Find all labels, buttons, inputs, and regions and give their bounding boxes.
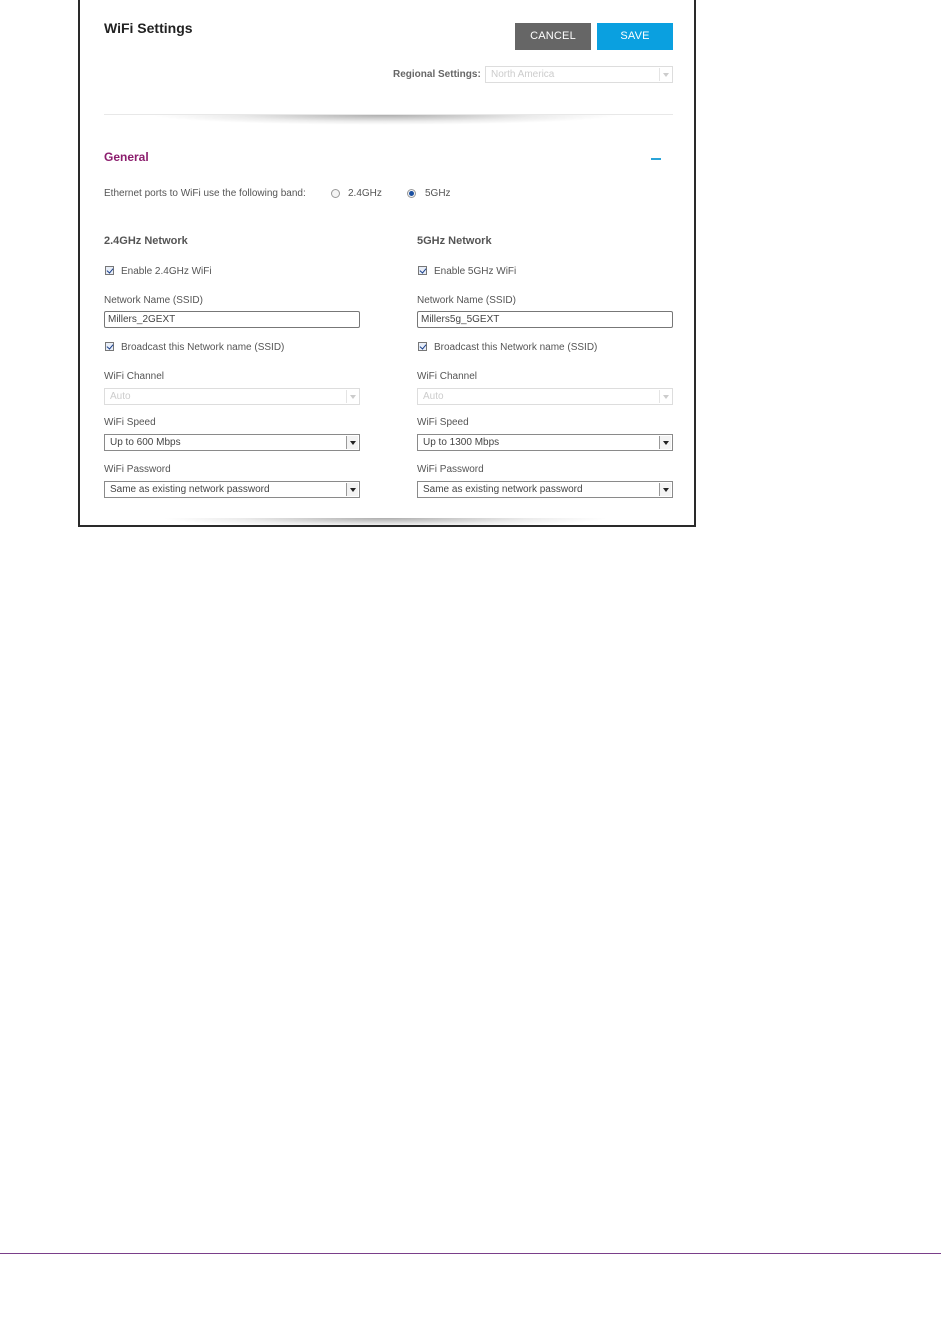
ssid-5-label: Network Name (SSID) (417, 295, 516, 306)
password-24-select[interactable] (104, 481, 360, 498)
speed-24-value: Up to 600 Mbps (110, 437, 181, 448)
enable-24-label: Enable 2.4GHz WiFi (121, 266, 212, 277)
speed-24-select[interactable] (104, 434, 360, 451)
wifi-settings-panel (78, 0, 696, 527)
password-5-value: Same as existing network password (423, 484, 583, 495)
page-rule (0, 1253, 941, 1254)
band-option-2-4ghz-label: 2.4GHz (348, 188, 382, 199)
cancel-button[interactable]: CANCEL (515, 23, 591, 50)
bottom-shadow (160, 518, 610, 528)
ssid-5-input[interactable] (417, 311, 673, 328)
password-24-label: WiFi Password (104, 464, 171, 475)
chevron-down-icon (659, 68, 671, 81)
regional-settings-select (485, 66, 673, 83)
chevron-down-icon (346, 436, 358, 449)
network-5-title: 5GHz Network (417, 235, 492, 247)
minus-icon[interactable] (651, 158, 661, 160)
channel-24-value: Auto (110, 391, 131, 402)
broadcast-5-label: Broadcast this Network name (SSID) (434, 342, 598, 353)
band-label: Ethernet ports to WiFi use the following band: (104, 188, 306, 199)
regional-settings-value: North America (491, 69, 555, 80)
chevron-down-icon (346, 483, 358, 496)
chevron-down-icon (346, 390, 358, 403)
broadcast-24-checkbox[interactable] (105, 342, 114, 351)
password-5-select[interactable] (417, 481, 673, 498)
section-title-general: General (104, 150, 149, 164)
band-radio-2-4ghz[interactable] (331, 189, 340, 198)
speed-5-select[interactable] (417, 434, 673, 451)
ssid-24-label: Network Name (SSID) (104, 295, 203, 306)
chevron-down-icon (659, 390, 671, 403)
password-5-label: WiFi Password (417, 464, 484, 475)
enable-24-checkbox[interactable] (105, 266, 114, 275)
channel-24-label: WiFi Channel (104, 371, 165, 382)
page-title: WiFi Settings (104, 20, 193, 36)
enable-5-checkbox[interactable] (418, 266, 427, 275)
speed-24-label: WiFi Speed (104, 417, 156, 428)
chevron-down-icon (659, 436, 671, 449)
channel-5-label: WiFi Channel (417, 371, 478, 382)
band-radio-5ghz[interactable] (407, 189, 416, 198)
channel-5-value: Auto (423, 391, 444, 402)
broadcast-24-label: Broadcast this Network name (SSID) (121, 342, 285, 353)
chevron-down-icon (659, 483, 671, 496)
password-24-value: Same as existing network password (110, 484, 270, 495)
channel-5-select (417, 388, 673, 405)
channel-24-select (104, 388, 360, 405)
band-option-5ghz-label: 5GHz (425, 188, 451, 199)
speed-5-value: Up to 1300 Mbps (423, 437, 500, 448)
save-button[interactable]: SAVE (597, 23, 673, 50)
enable-5-label: Enable 5GHz WiFi (434, 266, 517, 277)
broadcast-5-checkbox[interactable] (418, 342, 427, 351)
ssid-24-input[interactable] (104, 311, 360, 328)
divider-shadow (150, 115, 620, 125)
speed-5-label: WiFi Speed (417, 417, 469, 428)
network-24-title: 2.4GHz Network (104, 235, 188, 247)
regional-settings-label: Regional Settings: (393, 69, 481, 80)
